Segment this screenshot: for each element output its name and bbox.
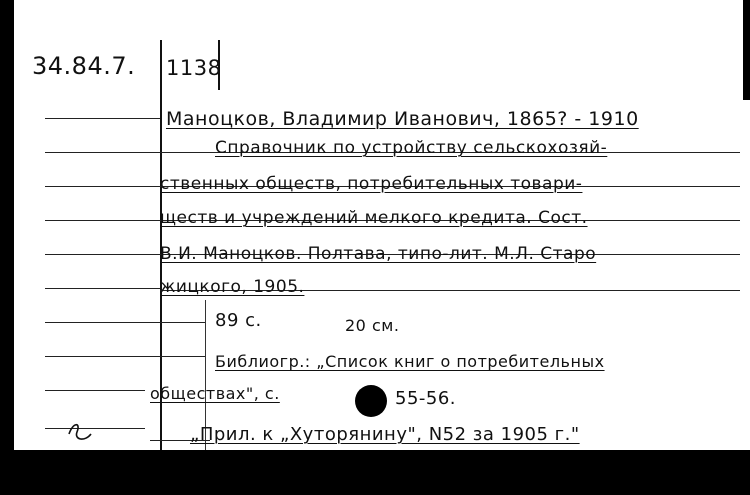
scan-border-left	[0, 0, 14, 495]
dimensions: 20 см.	[345, 316, 400, 335]
record-number: 1138	[166, 56, 222, 80]
title-line-4: В.И. Маноцков. Полтава, типо-лит. М.Л. Старо	[160, 244, 597, 264]
extent-pages: 89 с.	[215, 310, 262, 331]
ruling-line	[45, 254, 160, 255]
ruling-line	[45, 186, 160, 187]
scan-border-bottom	[0, 450, 750, 495]
ruling-line	[45, 390, 145, 391]
shelfmark: 34.84.7.	[32, 52, 136, 80]
ruling-line	[45, 152, 160, 153]
ruling-line	[45, 220, 160, 221]
bibliography-pages: 55-56.	[395, 388, 457, 409]
title-line-3: ществ и учреждений мелкого кредита. Сост.	[160, 208, 588, 228]
ruling-line	[45, 356, 205, 357]
title-line-1: Справочник по устройству сельскохозяй-	[215, 138, 608, 158]
handwritten-mark	[65, 420, 95, 444]
bibliography-line-2: обществах", с.	[150, 384, 280, 403]
title-line-5: жицкого, 1905.	[160, 277, 305, 297]
ruling-line	[45, 288, 160, 289]
ruling-line	[45, 118, 160, 119]
supplement-note: „Прил. к „Хуторянину", N52 за 1905 г."	[190, 424, 580, 445]
bibliography-line-1: Библиогр.: „Список книг о потребительных	[215, 352, 605, 371]
ruling-line	[45, 322, 205, 323]
ruling-line	[45, 428, 145, 429]
punch-hole	[355, 385, 387, 417]
author-heading: Маноцков, Владимир Иванович, 1865? - 1910	[166, 108, 639, 130]
scan-border-right	[743, 0, 750, 100]
title-line-2: ственных обществ, потребительных товари-	[160, 174, 583, 194]
